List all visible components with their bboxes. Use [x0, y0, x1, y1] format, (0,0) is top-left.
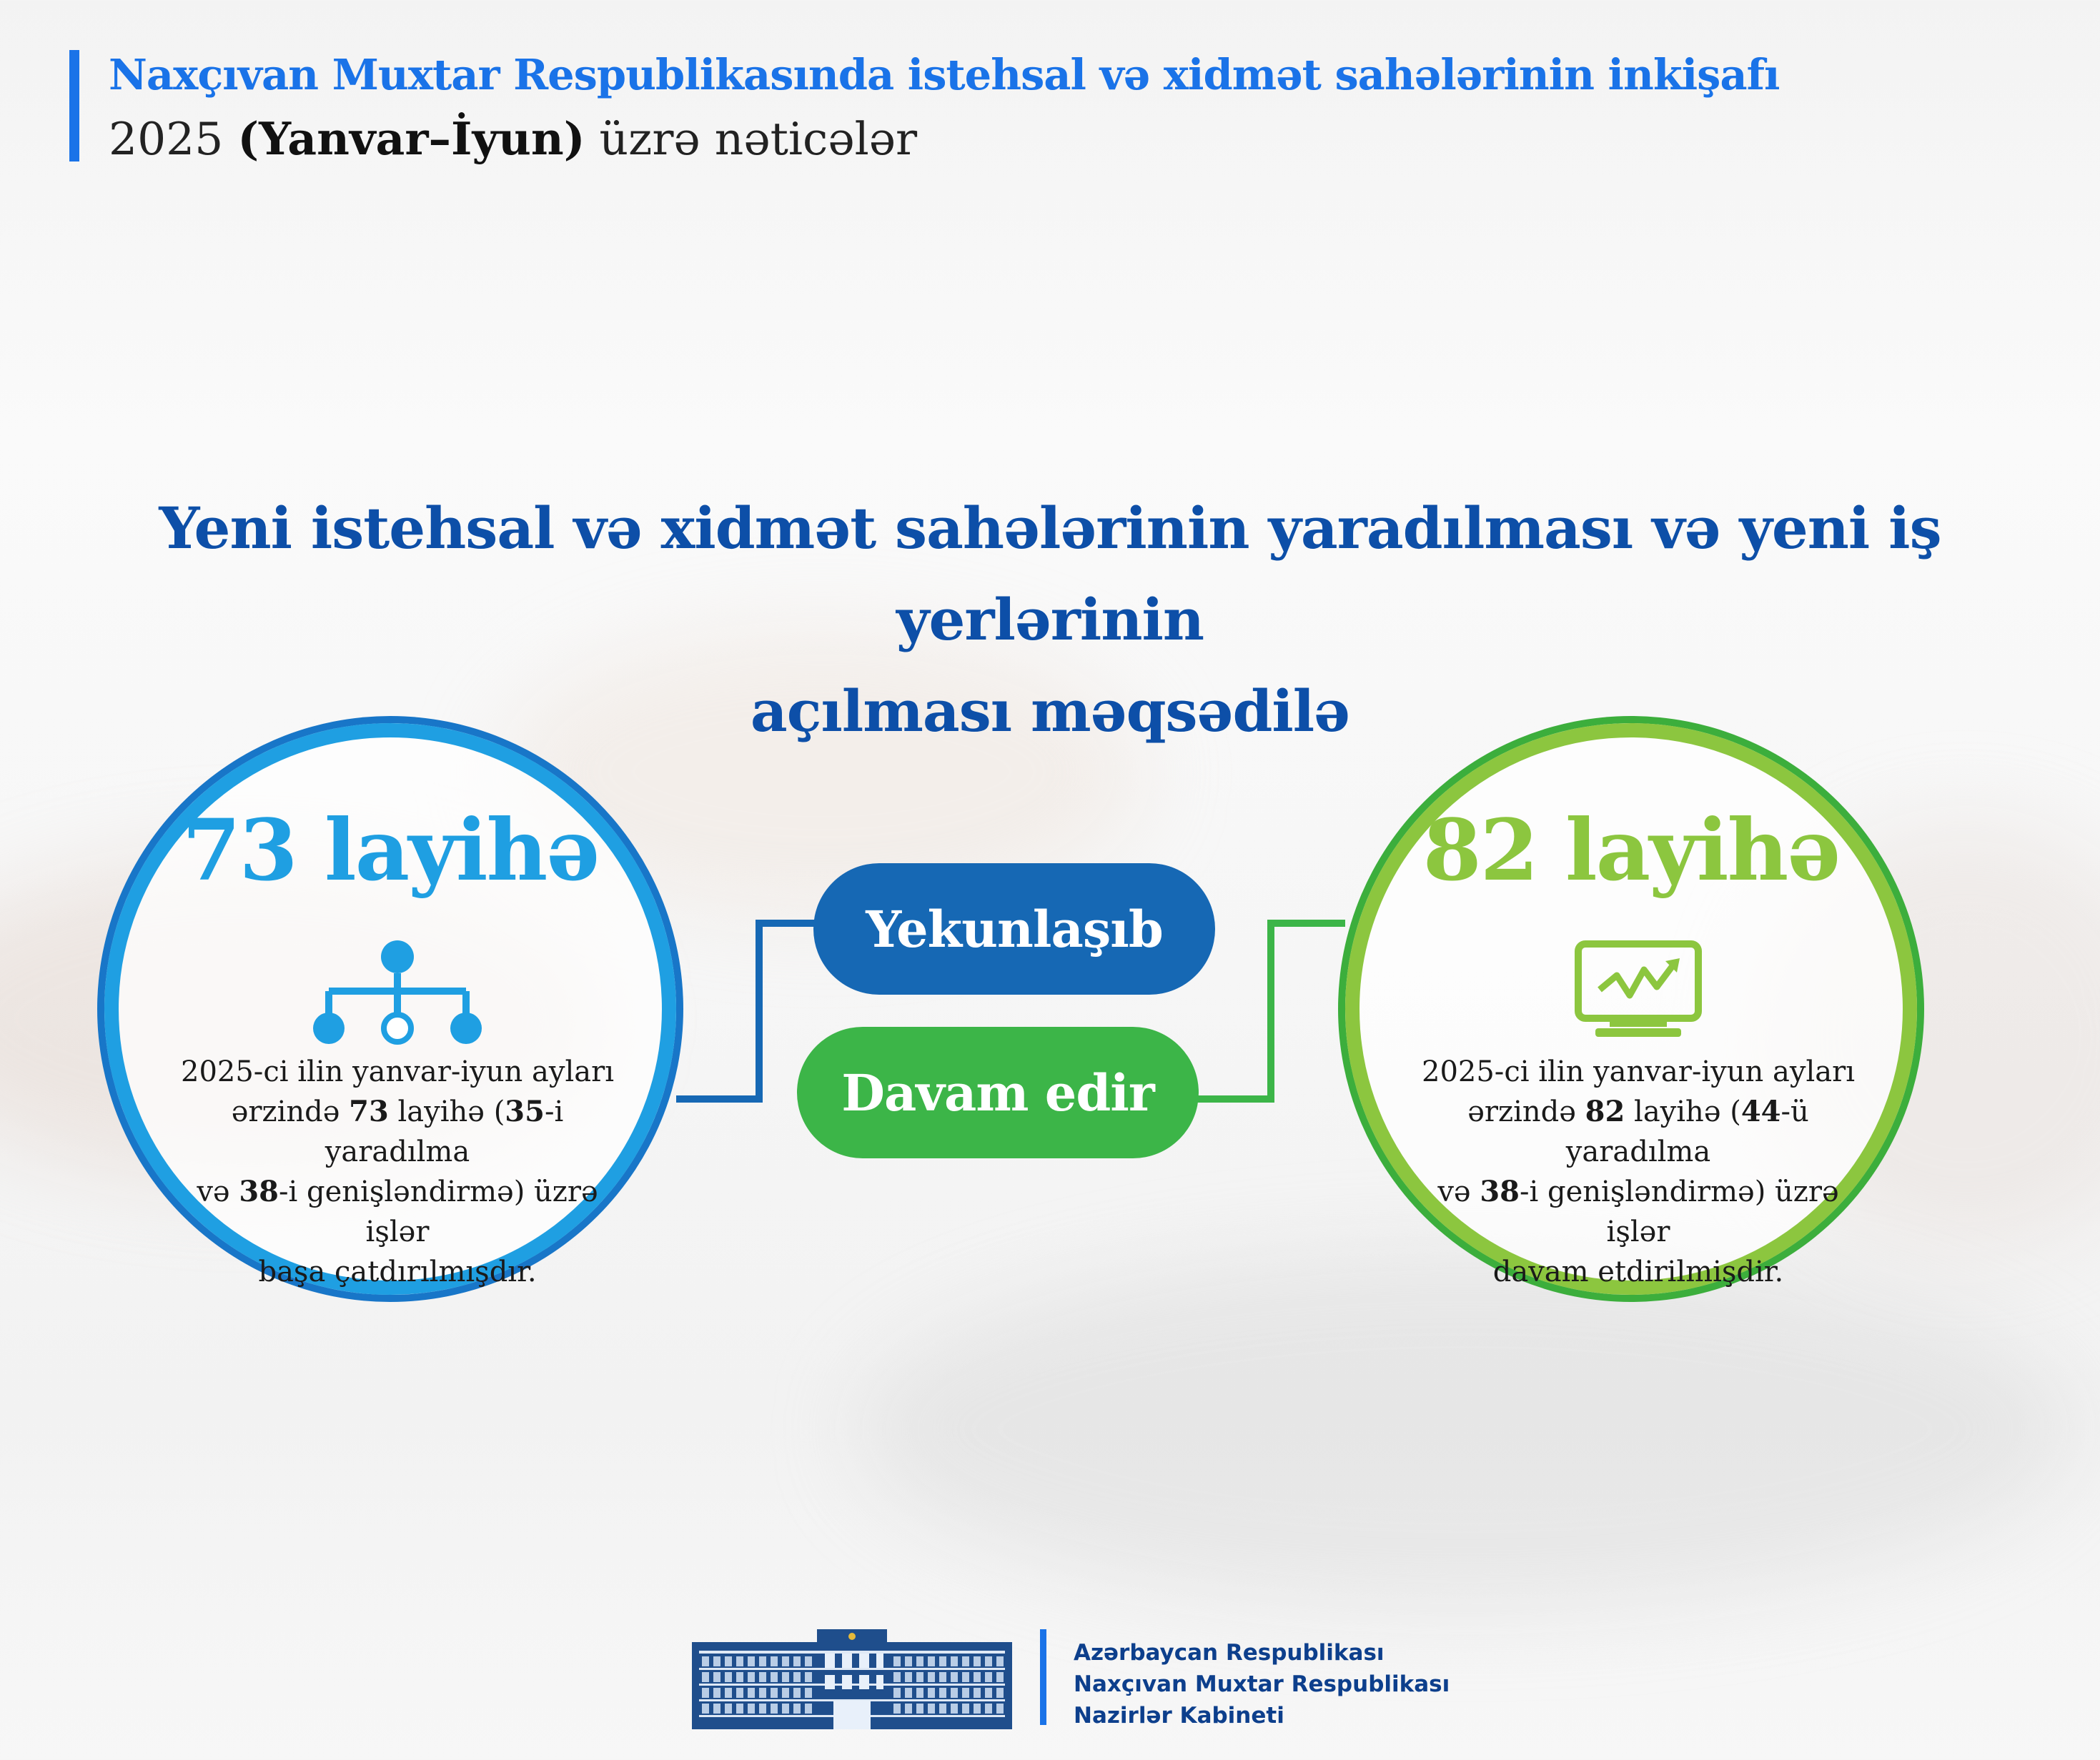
text: və: [197, 1175, 239, 1208]
connector-ongoing: [1197, 923, 1345, 1099]
desc-line: 2025-ci ilin yanvar-iyun ayları: [1422, 1055, 1855, 1088]
ongoing-projects-card: [1345, 723, 1917, 1295]
number: 38: [239, 1175, 279, 1208]
number: 38: [1480, 1175, 1520, 1208]
desc-line: başa çatdırılmışdır.: [258, 1256, 537, 1288]
ongoing-headline: 82 layihə: [1422, 800, 1840, 900]
status-completed-pill: Yekunlaşıb: [813, 863, 1215, 995]
footer-line1: Azərbaycan Respublikası: [1074, 1640, 1385, 1666]
subtitle-year: 2025: [109, 113, 224, 165]
desc-line: [162, 1092, 633, 1172]
government-building-icon: [692, 1629, 1012, 1729]
monitor-chart-icon: [1574, 940, 1703, 1040]
footer-line2: Naxçıvan Muxtar Respublikası: [1074, 1671, 1450, 1697]
ongoing-description: [1402, 1052, 1874, 1292]
text: layihə (: [388, 1095, 505, 1128]
main-title-line2: açılması məqsədilə: [750, 677, 1350, 745]
number: 73: [349, 1095, 389, 1128]
number: 35: [505, 1095, 545, 1128]
status-ongoing-pill: Davam edir: [797, 1027, 1199, 1158]
text: -i yaradılma: [325, 1095, 564, 1168]
desc-line: 2025-ci ilin yanvar-iyun ayları: [181, 1055, 614, 1088]
text: və: [1437, 1175, 1480, 1208]
text: -i genişləndirmə) üzrə işlər: [1519, 1175, 1839, 1248]
text: -i genişləndirmə) üzrə işlər: [278, 1175, 598, 1248]
main-title-line1: Yeni istehsal və xidmət sahələrinin yaradılması və yeni iş yerlərinin: [159, 494, 1941, 653]
desc-line: [1402, 1092, 1874, 1172]
completed-projects-card: [104, 723, 676, 1295]
number: 44: [1740, 1095, 1781, 1128]
number: 82: [1585, 1095, 1625, 1128]
footer-org: [1074, 1637, 1450, 1731]
text: -ü yaradılma: [1565, 1095, 1809, 1168]
header-title: Naxçıvan Muxtar Respublikasında istehsal və xidmət sahələrinin inkişafı: [109, 50, 1780, 99]
connector-completed: [676, 923, 815, 1099]
subtitle-period: (Yanvar–İyun): [237, 112, 585, 165]
text: ərzində: [1467, 1095, 1585, 1128]
desc-line: [1402, 1172, 1874, 1252]
desc-line: [162, 1172, 633, 1252]
completed-headline: 73 layihə: [182, 800, 599, 900]
footer-divider: [1040, 1629, 1046, 1725]
text: ərzində: [231, 1095, 350, 1128]
hierarchy-icon: [312, 940, 483, 1047]
text: layihə (: [1625, 1095, 1741, 1128]
subtitle-rest: üzrə nəticələr: [599, 113, 918, 165]
completed-description: [162, 1052, 633, 1292]
footer-line3: Nazirlər Kabineti: [1074, 1703, 1284, 1729]
desc-line: davam etdirilmişdir.: [1492, 1256, 1784, 1288]
